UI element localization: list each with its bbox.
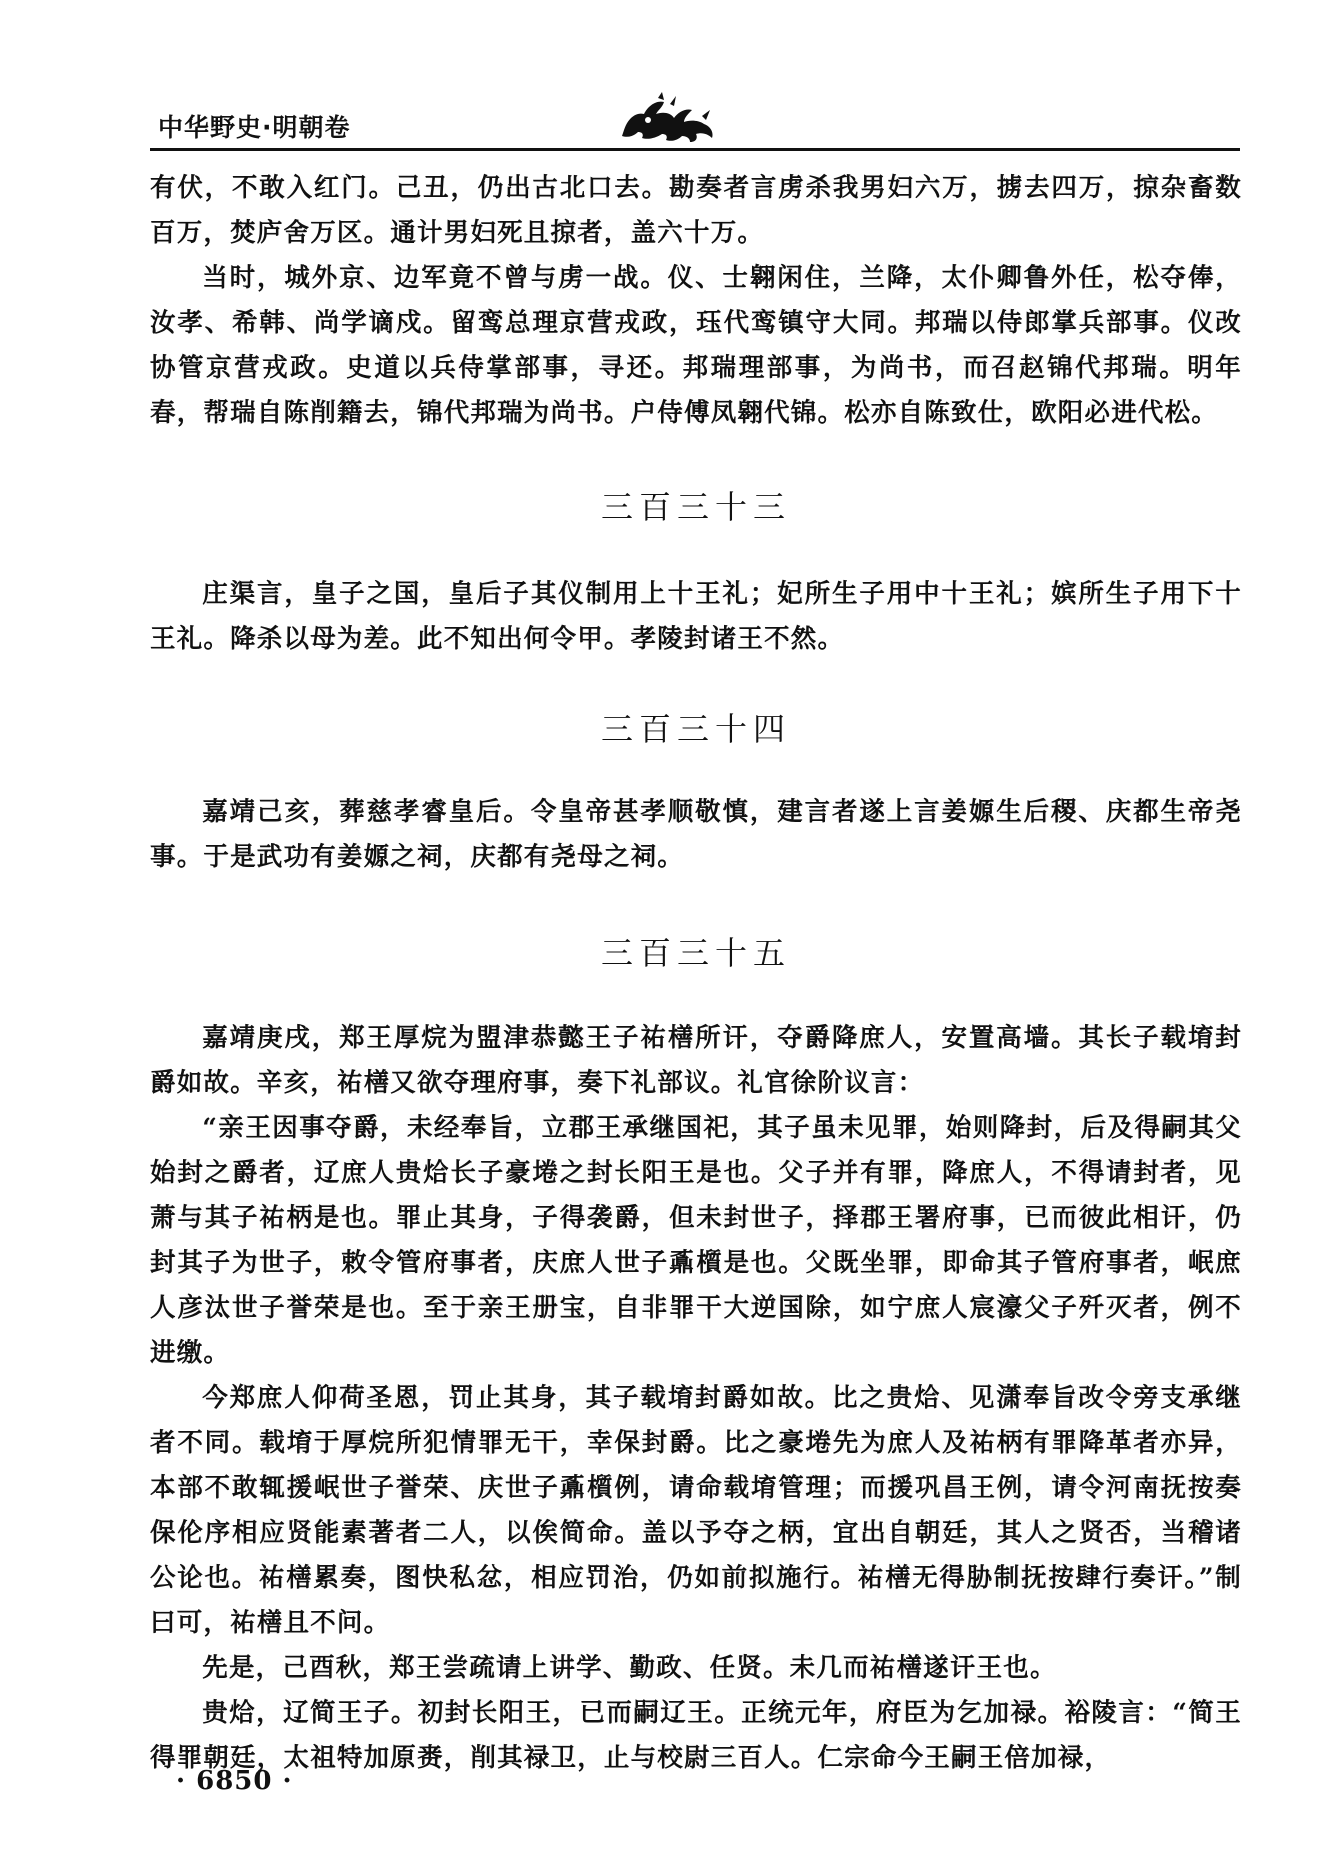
section-heading: 三百三十三 (600, 488, 791, 526)
paragraph: 贵烚，辽简王子。初封长阳王，已而嗣辽王。正统元年，府臣为乞加禄。裕陵言：“简王得罪朝廷，太祖特加原赉，削其禄卫，止与校尉三百人。仁宗命今王嗣王倍加禄， (150, 1698, 1242, 1773)
paragraph: 今郑庶人仰荷圣恩，罚止其身，其子载堉封爵如故。比之贵烚、见潇奉旨改令旁支承继者不同。载堉于厚烷所犯情罪无干，幸保封爵。比之豪埢先为庶人及祐柄有罪降革者亦异，本部不敢辄援岷世子誉荣、庆世子鼒櫍例，请命载堉管理；而援巩昌王例，请令河南抚按奏保伦序相应贤能素著者二人，以俟简命。盖以予夺之柄，宜出自朝廷，其人之贤否，当稽诸公论也。祐橏累奏，图快私忿，相应罚治，仍如前拟施行。祐橏无得胁制抚按肆行奏讦。”制曰可，祐橏且不问。 (150, 1383, 1242, 1638)
paragraph: “亲王因事夺爵，未经奉旨，立郡王承继国祀，其子虽未见罪，始则降封，后及得嗣其父始封之爵者，辽庶人贵烚长子豪埢之封长阳王是也。父子并有罪，降庶人，不得请封者，见萧与其子祐柄是也。罪止其身，子得袭爵，但未封世子，择郡王署府事，已而彼此相讦，仍封其子为世子，敕令管府事者，庆庶人世子鼒櫍是也。父既坐罪，即命其子管府事者，岷庶人彦汰世子誉荣是也。至于亲王册宝，自非罪干大逆国除，如宁庶人宸濠父子歼灭者，例不进缴。 (150, 1113, 1242, 1368)
paragraph: 有伏，不敢入红门。己丑，仍出古北口去。勘奏者言虏杀我男妇六万，掳去四万，掠杂畜数百万，焚庐舍万区。通计男妇死且掠者，盖六十万。 (150, 173, 1242, 248)
paragraph: 庄渠言，皇子之国，皇后子其仪制用上十王礼；妃所生子用中十王礼；嫔所生子用下十王礼。降杀以母为差。此不知出何令甲。孝陵封诸王不然。 (150, 579, 1242, 654)
book-title: 中华野史·明朝卷 (158, 113, 351, 142)
dragon-emblem-icon (618, 90, 718, 146)
paragraph: 嘉靖己亥，葬慈孝睿皇后。令皇帝甚孝顺敬慎，建言者遂上言姜嫄生后稷、庆都生帝尧事。于是武功有姜嫄之祠，庆都有尧母之祠。 (150, 797, 1242, 872)
page-number: · 6850 · (176, 1766, 293, 1796)
section-heading: 三百三十四 (600, 710, 791, 748)
section-heading: 三百三十五 (600, 934, 791, 972)
paragraph: 当时，城外京、边军竟不曾与虏一战。仪、士翱闲住，兰降，太仆卿鲁外任，松夺俸，汝孝、希韩、尚学谪戍。留鸾总理京营戎政，珏代鸾镇守大同。邦瑞以侍郎掌兵部事。仪改协管京营戎政。史道以兵侍掌部事，寻还。邦瑞理部事，为尚书，而召赵锦代邦瑞。明年春，帮瑞自陈削籍去，锦代邦瑞为尚书。户侍傅凤翱代锦。松亦自陈致仕，欧阳必进代松。 (150, 263, 1242, 428)
paragraph: 嘉靖庚戌，郑王厚烷为盟津恭懿王子祐橏所讦，夺爵降庶人，安置高墙。其长子载堉封爵如故。辛亥，祐橏又欲夺理府事，奏下礼部议。礼官徐阶议言： (150, 1023, 1242, 1098)
paragraph: 先是，己酉秋，郑王尝疏请上讲学、勤政、任贤。未几而祐橏遂讦王也。 (202, 1653, 1057, 1683)
main-text (150, 166, 1242, 1781)
header-divider (150, 148, 1240, 151)
running-header (150, 86, 1240, 148)
